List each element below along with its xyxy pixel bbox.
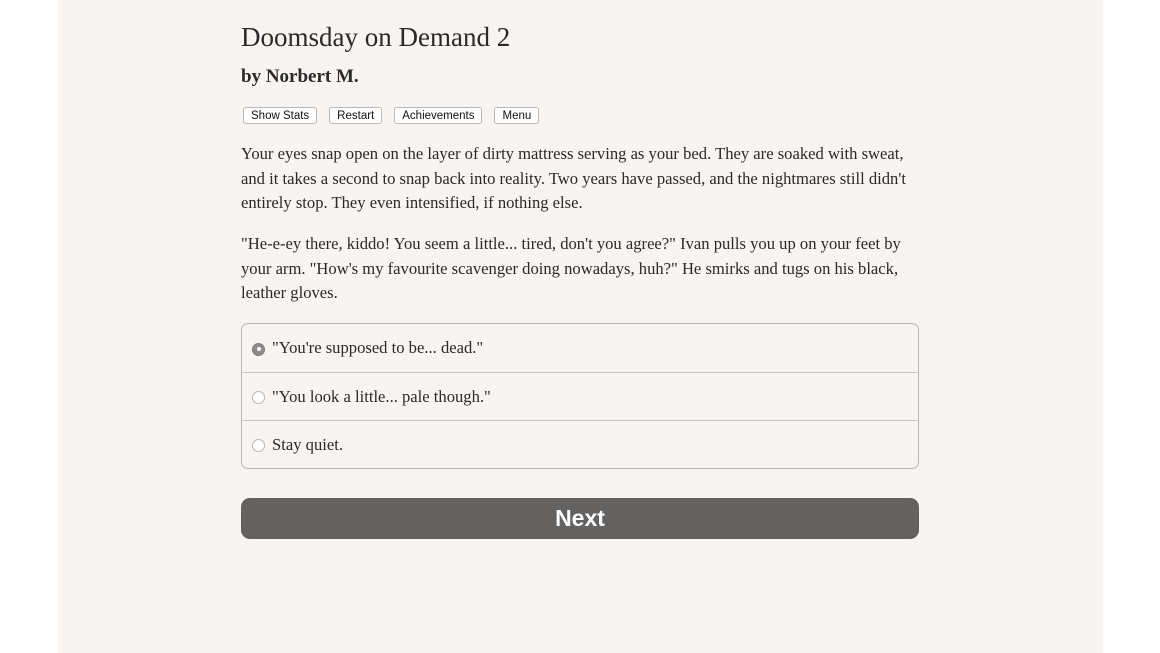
radio-button-selected[interactable] [252,343,265,356]
show-stats-button[interactable]: Show Stats [243,107,317,124]
choice-label: "You're supposed to be... dead." [272,338,484,357]
radio-button[interactable] [252,439,265,452]
choice-list [241,323,919,469]
toolbar [243,107,539,124]
next-button[interactable]: Next [241,498,919,539]
passage-paragraph: Your eyes snap open on the layer of dirty mattress serving as your bed. They are soaked with sweat, and it takes a second to snap back into reality. Two years have passed, and the nightmares still didn't entirely stop. They even intensified, if nothing else. [241,144,906,212]
choice-option-pale[interactable] [242,372,918,420]
game-page [58,0,1103,653]
choice-label: Stay quiet. [272,434,343,454]
achievements-button[interactable]: Achievements [394,107,482,124]
radio-button[interactable] [252,391,265,404]
menu-button[interactable]: Menu [494,107,539,124]
game-title: Doomsday on Demand 2 [241,22,511,52]
choice-option-quiet[interactable] [242,420,918,468]
passage-paragraph: "He-e-ey there, kiddo! You seem a little... tired, don't you agree?" Ivan pulls you up on your feet by your arm. "How's my favourite scavenger doing nowadays, huh?" He smirks and tugs on his black, leather gloves. [241,234,901,302]
choice-option-dead[interactable] [242,324,918,372]
game-author: by Norbert M. [241,66,359,87]
restart-button[interactable]: Restart [329,107,382,124]
choice-label: "You look a little... pale though." [272,386,491,406]
